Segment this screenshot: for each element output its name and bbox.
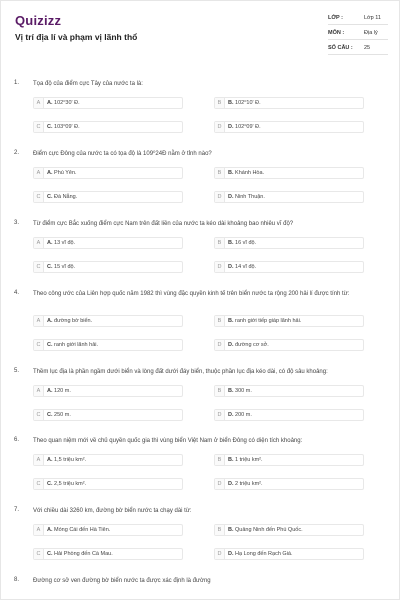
option-letter-box: D <box>215 262 225 272</box>
option-text <box>228 262 256 272</box>
option-prefix: C. <box>47 193 53 200</box>
option-body: 120 m. <box>54 387 71 394</box>
option-text <box>228 168 264 178</box>
option-prefix: D. <box>228 550 234 557</box>
answer-option-c[interactable] <box>33 261 183 273</box>
meta-value: Lớp 11 <box>364 15 381 21</box>
option-body: đường bờ biển. <box>54 318 93 324</box>
option-body: đường cơ sở. <box>235 342 269 348</box>
option-text <box>47 122 80 132</box>
option-prefix: D. <box>228 342 234 348</box>
answer-option-b[interactable] <box>214 315 364 327</box>
option-letter-box: D <box>215 340 225 350</box>
option-letter-box: D <box>215 192 225 202</box>
option-prefix: B. <box>228 318 234 324</box>
option-text <box>228 98 261 108</box>
option-text <box>228 479 263 489</box>
question-number: 7. <box>14 507 20 513</box>
option-prefix: A. <box>47 169 53 176</box>
option-text <box>47 168 77 178</box>
option-prefix: C. <box>47 342 53 348</box>
answer-option-c[interactable] <box>33 191 183 203</box>
option-text <box>228 455 263 465</box>
option-body: 102⁰09' Đ. <box>235 123 261 130</box>
option-text <box>47 238 75 248</box>
option-text <box>228 316 301 326</box>
answer-option-c[interactable] <box>33 409 183 421</box>
meta-value: Địa lý <box>364 30 378 36</box>
answer-option-a[interactable] <box>33 524 183 536</box>
option-prefix: C. <box>47 550 53 557</box>
option-text <box>228 238 256 248</box>
option-letter-box: C <box>34 262 44 272</box>
option-prefix: A. <box>47 526 53 533</box>
option-body: 1 triệu km². <box>235 456 263 463</box>
answer-option-a[interactable] <box>33 237 183 249</box>
option-text <box>47 98 80 108</box>
answer-option-d[interactable] <box>214 121 364 133</box>
meta-label: LỚP : <box>328 15 343 21</box>
option-body: Móng Cái đến Hà Tiên. <box>54 526 111 533</box>
option-body: 13 vĩ độ. <box>54 239 76 246</box>
option-body: Khánh Hòa. <box>235 169 265 176</box>
question-number: 4. <box>14 290 20 296</box>
answer-option-b[interactable] <box>214 237 364 249</box>
question-number: 1. <box>14 80 20 86</box>
option-letter-box: B <box>215 168 225 178</box>
option-letter-box: B <box>215 386 225 396</box>
option-body: Đà Nẵng. <box>54 193 78 200</box>
answer-option-c[interactable] <box>33 339 183 351</box>
option-letter-box: C <box>34 340 44 350</box>
option-text <box>228 525 303 535</box>
question-number: 8. <box>14 577 20 583</box>
option-text <box>47 386 71 396</box>
answer-option-b[interactable] <box>214 524 364 536</box>
option-letter-box: A <box>34 455 44 465</box>
option-letter-box: B <box>215 455 225 465</box>
option-letter-box: B <box>215 316 225 326</box>
answer-option-c[interactable] <box>33 121 183 133</box>
option-prefix: D. <box>228 411 234 418</box>
option-letter-box: C <box>34 549 44 559</box>
option-body: 14 vĩ độ. <box>235 263 257 270</box>
option-letter-box: C <box>34 192 44 202</box>
question-number: 5. <box>14 368 20 374</box>
option-letter-box: D <box>215 122 225 132</box>
option-prefix: A. <box>47 99 53 106</box>
option-text <box>228 386 252 396</box>
option-text <box>47 340 98 350</box>
option-body: 200 m. <box>235 411 252 418</box>
worksheet-title: Vị trí địa lí và phạm vị lãnh thổ <box>15 32 138 42</box>
option-letter-box: B <box>215 525 225 535</box>
question-text: Đường cơ sở ven đường bờ biển nước ta được xác định là đường <box>33 578 211 584</box>
answer-option-d[interactable] <box>214 191 364 203</box>
option-body: Ninh Thuận. <box>235 193 265 200</box>
option-letter-box: C <box>34 410 44 420</box>
answer-option-a[interactable] <box>33 454 183 466</box>
option-text <box>47 262 75 272</box>
answer-option-d[interactable] <box>214 548 364 560</box>
answer-option-a[interactable] <box>33 315 183 327</box>
answer-option-a[interactable] <box>33 167 183 179</box>
option-text <box>228 549 293 559</box>
option-prefix: D. <box>228 480 234 487</box>
option-body: ranh giới tiếp giáp lãnh hải. <box>235 318 302 324</box>
answer-option-d[interactable] <box>214 478 364 490</box>
option-letter-box: A <box>34 98 44 108</box>
answer-option-b[interactable] <box>214 167 364 179</box>
option-text <box>228 340 269 350</box>
question-text: Thềm lục địa là phần ngầm dưới biển và lòng đất dưới đáy biển, thuộc phần lục địa kéo dài, có độ sâu khoảng: <box>33 369 328 375</box>
answer-option-d[interactable] <box>214 409 364 421</box>
option-body: 250 m. <box>54 411 71 418</box>
option-body: 300 m. <box>235 387 252 394</box>
option-prefix: C. <box>47 480 53 487</box>
option-letter-box: D <box>215 479 225 489</box>
question-text: Với chiều dài 3260 km, đường bờ biển nước ta chạy dài từ: <box>33 508 192 514</box>
question-text: Điểm cực Đông của nước ta có tọa độ là 109⁰24Đ nằm ở tỉnh nào? <box>33 151 212 157</box>
option-prefix: A. <box>47 387 53 394</box>
option-prefix: B. <box>228 239 234 246</box>
option-letter-box: C <box>34 479 44 489</box>
option-body: ranh giới lãnh hải. <box>54 342 98 348</box>
option-prefix: A. <box>47 456 53 463</box>
option-body: Quảng Ninh đến Phú Quốc. <box>235 526 303 533</box>
answer-option-a[interactable] <box>33 97 183 109</box>
answer-option-c[interactable] <box>33 548 183 560</box>
option-text <box>228 122 261 132</box>
option-prefix: D. <box>228 263 234 270</box>
option-text <box>47 455 86 465</box>
answer-option-c[interactable] <box>33 478 183 490</box>
option-letter-box: D <box>215 549 225 559</box>
answer-option-b[interactable] <box>214 385 364 397</box>
answer-option-b[interactable] <box>214 454 364 466</box>
answer-option-a[interactable] <box>33 385 183 397</box>
option-text <box>47 549 113 559</box>
question-text: Theo công ước của Liên hợp quốc năm 1982 thì vùng đặc quyền kinh tế trên biển nước ta rộng 200 hải lí được tính từ: <box>33 291 350 297</box>
option-prefix: B. <box>228 456 234 463</box>
answer-option-d[interactable] <box>214 339 364 351</box>
option-body: Hải Phòng đến Cà Mau. <box>54 550 113 557</box>
option-text <box>47 479 86 489</box>
option-prefix: C. <box>47 123 53 130</box>
option-text <box>47 316 92 326</box>
question-number: 2. <box>14 150 20 156</box>
option-prefix: A. <box>47 239 53 246</box>
option-letter-box: A <box>34 238 44 248</box>
meta-label: MÔN : <box>328 30 345 36</box>
option-body: 1,5 triệu km². <box>54 456 87 463</box>
option-body: 2,5 triệu km². <box>54 480 87 487</box>
quizizz-logo: Quizizz <box>15 13 62 28</box>
option-body: 16 vĩ độ. <box>235 239 257 246</box>
question-text: Theo quan niệm mới về chủ quyền quốc gia thì vùng biển Việt Nam ở biển Đông có diện tích khoảng: <box>33 438 303 444</box>
option-body: 2 triệu km². <box>235 480 263 487</box>
option-prefix: C. <box>47 263 53 270</box>
option-letter-box: C <box>34 122 44 132</box>
question-text: Từ điểm cực Bắc xuống điểm cực Nam trên đất liền của nước ta kéo dài khoảng bao nhiêu vĩ độ? <box>33 221 294 227</box>
option-prefix: B. <box>228 99 234 106</box>
option-text <box>228 410 252 420</box>
option-body: 102⁰10' Đ. <box>235 99 261 106</box>
option-body: Phú Yên. <box>54 169 77 176</box>
option-prefix: B. <box>228 387 234 394</box>
meta-value: 25 <box>364 45 371 51</box>
option-prefix: B. <box>228 169 234 176</box>
option-letter-box: A <box>34 168 44 178</box>
option-text <box>47 410 71 420</box>
option-text <box>47 525 110 535</box>
option-body: 15 vĩ độ. <box>54 263 76 270</box>
option-body: Hạ Long đến Rạch Giá. <box>235 550 293 557</box>
option-letter-box: A <box>34 386 44 396</box>
option-prefix: C. <box>47 411 53 418</box>
question-number: 6. <box>14 437 20 443</box>
option-prefix: B. <box>228 526 234 533</box>
option-letter-box: B <box>215 98 225 108</box>
option-letter-box: A <box>34 316 44 326</box>
answer-option-b[interactable] <box>214 97 364 109</box>
meta-label: SỐ CÂU : <box>328 45 353 51</box>
option-text <box>228 192 265 202</box>
answer-option-d[interactable] <box>214 261 364 273</box>
question-text: Tọa độ của điểm cực Tây của nước ta là: <box>33 81 143 87</box>
question-number: 3. <box>14 220 20 226</box>
option-prefix: A. <box>47 318 53 324</box>
option-letter-box: D <box>215 410 225 420</box>
option-body: 102⁰30' Đ. <box>54 99 80 106</box>
option-prefix: D. <box>228 193 234 200</box>
option-letter-box: B <box>215 238 225 248</box>
option-prefix: D. <box>228 123 234 130</box>
option-text <box>47 192 77 202</box>
option-body: 103⁰09' Đ. <box>54 123 80 130</box>
option-letter-box: A <box>34 525 44 535</box>
